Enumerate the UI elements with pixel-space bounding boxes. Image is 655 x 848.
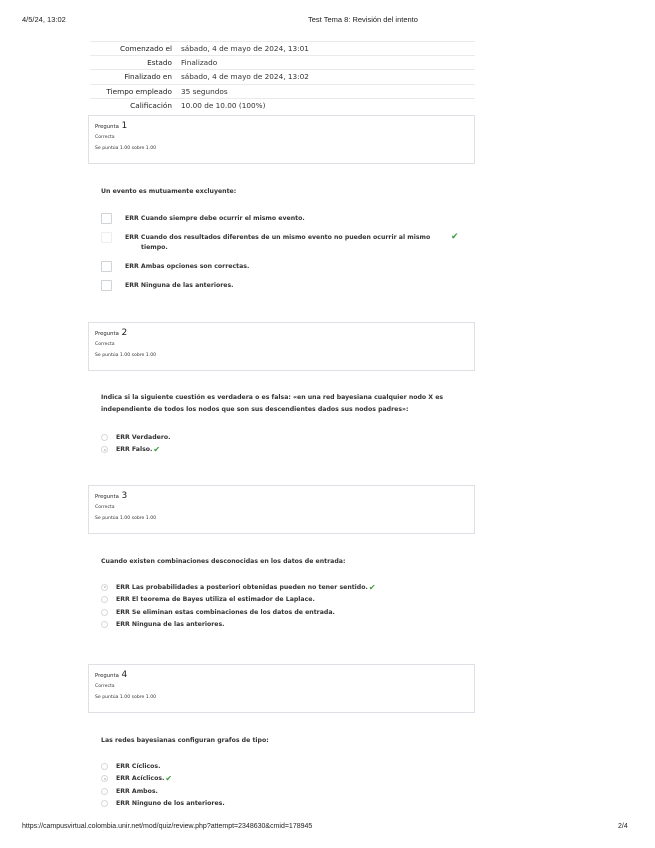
answer-option[interactable] — [101, 619, 471, 632]
page-url: https://campusvirtual.colombia.unir.net/mod/quiz/review.php?attempt=2348630&cmid=178945 — [22, 823, 313, 830]
question-state: Correcta — [95, 684, 115, 689]
question-2-text: Indica si la siguiente cuestión es verdadera o es falsa: «en una red bayesiana cualquier nodo X es independiente de todos los nodos que son sus descendientes dados sus nodos padres»: — [101, 394, 444, 413]
summary-row-time-taken — [90, 84, 475, 98]
check-mark-icon: ✔ — [451, 232, 459, 242]
question-4-answers — [101, 760, 471, 810]
answer-option[interactable] — [101, 431, 471, 444]
answer-text: ERR Ninguna de las anteriores. — [116, 621, 225, 629]
answer-text: ERR Ninguna de las anteriores. — [125, 282, 234, 289]
summary-row-state — [90, 56, 475, 70]
answer-checkbox[interactable] — [101, 280, 112, 291]
check-mark-icon: ✔ — [368, 582, 376, 592]
answer-option[interactable] — [101, 773, 471, 786]
answer-option[interactable] — [101, 261, 471, 280]
question-number — [95, 671, 468, 681]
answer-radio[interactable] — [101, 621, 108, 628]
summary-value: 10.00 de 10.00 (100%) — [177, 98, 475, 112]
summary-row-finished — [90, 70, 475, 84]
answer-text: ERR Ambos. — [116, 787, 158, 795]
answer-option[interactable] — [101, 594, 471, 607]
question-3-text: Cuando existen combinaciones desconocidas en los datos de entrada: — [101, 558, 346, 565]
question-2-info — [88, 322, 475, 371]
question-grade: Se puntúa 1.00 sobre 1.00 — [95, 695, 157, 700]
question-label: Pregunta — [95, 124, 119, 130]
summary-label: Estado — [90, 56, 177, 70]
summary-label: Finalizado en — [90, 70, 177, 84]
answer-radio[interactable] — [101, 434, 108, 441]
answer-radio[interactable] — [101, 763, 108, 770]
question-1-info — [88, 115, 475, 164]
question-2-answers — [101, 431, 471, 456]
question-label: Pregunta — [95, 494, 119, 500]
answer-text: ERR Las probabilidades a posteriori obtenidas pueden no tener sentido. — [116, 583, 368, 591]
question-grade: Se puntúa 1.00 sobre 1.00 — [95, 353, 157, 358]
answer-radio-selected[interactable] — [101, 775, 108, 782]
summary-row-grade — [90, 98, 475, 112]
question-3-info — [88, 485, 475, 534]
answer-text: ERR Ambas opciones son correctas. — [125, 263, 250, 270]
question-1-text: Un evento es mutuamente excluyente: — [101, 188, 237, 195]
summary-label: Tiempo empleado — [90, 84, 177, 98]
attempt-summary-table — [90, 41, 475, 112]
answer-text: ERR Cíclicos. — [116, 762, 161, 770]
question-3-answers — [101, 581, 471, 631]
question-state: Correcta — [95, 342, 115, 347]
answer-text: ERR Falso. — [116, 446, 153, 454]
question-number-value: 1 — [121, 121, 128, 131]
answer-radio[interactable] — [101, 596, 108, 603]
question-state: Correcta — [95, 505, 115, 510]
answer-option[interactable] — [101, 213, 471, 232]
question-label: Pregunta — [95, 331, 119, 337]
answer-text: ERR Ninguno de los anteriores. — [116, 800, 225, 808]
question-grade: Se puntúa 1.00 sobre 1.00 — [95, 516, 157, 521]
answer-radio[interactable] — [101, 788, 108, 795]
answer-radio-selected[interactable] — [101, 446, 108, 453]
summary-value: Finalizado — [177, 56, 475, 70]
answer-option[interactable] — [101, 280, 471, 299]
summary-value: sábado, 4 de mayo de 2024, 13:01 — [177, 42, 475, 56]
answer-option[interactable] — [101, 606, 471, 619]
answer-checkbox[interactable] — [101, 232, 112, 243]
check-mark-icon: ✔ — [153, 445, 161, 455]
question-number-value: 3 — [121, 491, 128, 501]
answer-text-continuation: tiempo. — [141, 243, 168, 251]
question-number — [95, 329, 468, 339]
question-number-value: 4 — [121, 670, 128, 680]
check-mark-icon: ✔ — [165, 774, 173, 784]
answer-checkbox[interactable] — [101, 261, 112, 272]
summary-label: Calificación — [90, 98, 177, 112]
answer-option[interactable] — [101, 232, 471, 261]
summary-row-started — [90, 42, 475, 56]
page-number: 2/4 — [618, 823, 628, 830]
print-date: 4/5/24, 13:02 — [22, 15, 66, 24]
question-number — [95, 492, 468, 502]
answer-text-line: ERR Cuando dos resultados diferentes de un mismo evento no pueden ocurrir al mismo — [125, 234, 431, 241]
answer-text: ERR Acíclicos. — [116, 775, 165, 783]
answer-option[interactable] — [101, 444, 471, 457]
question-number — [95, 122, 468, 132]
answer-text: ERR El teorema de Bayes utiliza el estimador de Laplace. — [116, 596, 315, 604]
answer-radio[interactable] — [101, 609, 108, 616]
question-1-answers — [101, 213, 471, 299]
answer-text: ERR Cuando siempre debe ocurrir el mismo evento. — [125, 215, 305, 222]
answer-option[interactable] — [101, 785, 471, 798]
answer-text — [125, 233, 430, 252]
answer-radio[interactable] — [101, 800, 108, 807]
summary-value: sábado, 4 de mayo de 2024, 13:02 — [177, 70, 475, 84]
question-grade: Se puntúa 1.00 sobre 1.00 — [95, 146, 157, 151]
summary-label: Comenzado el — [90, 42, 177, 56]
answer-radio-selected[interactable] — [101, 584, 108, 591]
answer-option[interactable] — [101, 798, 471, 811]
print-header — [0, 15, 655, 29]
question-label: Pregunta — [95, 673, 119, 679]
answer-option[interactable] — [101, 581, 471, 594]
answer-text: ERR Verdadero. — [116, 433, 171, 441]
page-title: Test Tema 8: Revisión del intento — [308, 15, 418, 24]
summary-value: 35 segundos — [177, 84, 475, 98]
question-number-value: 2 — [121, 328, 128, 338]
question-4-text: Las redes bayesianas configuran grafos de tipo: — [101, 737, 269, 744]
question-4-info — [88, 664, 475, 713]
answer-text: ERR Se eliminan estas combinaciones de los datos de entrada. — [116, 608, 335, 616]
answer-option[interactable] — [101, 760, 471, 773]
answer-checkbox[interactable] — [101, 213, 112, 224]
question-state: Correcta — [95, 135, 115, 140]
